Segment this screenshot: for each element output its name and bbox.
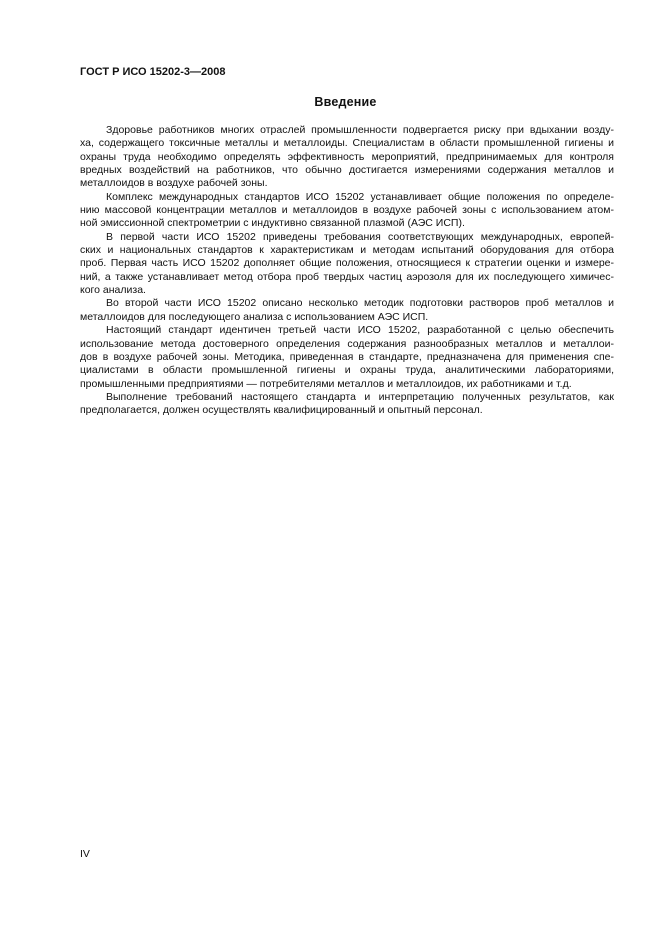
page-number: IV [80, 848, 90, 860]
text-line: использование метода достоверного определения содержания разнообразных металлов и металлои- [80, 337, 614, 350]
document-header: ГОСТ Р ИСО 15202-3—2008 [80, 66, 226, 78]
text-line: циалистами в области промышленной гигиены и охраны труда, аналитическими лабораториями, [80, 364, 614, 377]
paragraph [80, 231, 614, 298]
text-line: вредных воздействий на работников, что обычно достигается измерениями содержания металлов и [80, 164, 614, 177]
text-line: промышленными предприятиями — потребителями металлов и металлоидов, их работниками и т.д. [80, 377, 572, 390]
text-line: нию массовой концентрации металлов и металлоидов в воздухе рабочей зоны с использованием атом- [80, 204, 614, 217]
text-line: ха, содержащего токсичные металлы и металлоиды. Специалистам в области промышленной гигиены и [80, 137, 614, 150]
paragraph [80, 124, 614, 191]
text-line: металлоидов в воздухе рабочей зоны. [80, 177, 268, 190]
text-line: проб. Первая часть ИСО 15202 дополняет общие положения, относящиеся к стратегии оценки и измере- [80, 257, 614, 270]
text-line: предполагается, должен осуществлять квалифицированный и опытный персонал. [80, 404, 483, 417]
text-line: Во второй части ИСО 15202 описано несколько методик подготовки растворов проб металлов и [106, 297, 614, 310]
paragraph [80, 297, 614, 324]
text-line: Настоящий стандарт идентичен третьей части ИСО 15202, разработанной с целью обеспечить [106, 324, 614, 337]
paragraph [80, 391, 614, 418]
paragraph [80, 191, 614, 231]
document-body [80, 124, 614, 418]
text-line: ной эмиссионной спектрометрии с индуктивно связанной плазмой (АЭС ИСП). [80, 217, 465, 230]
section-title: Введение [314, 95, 377, 109]
text-line: охраны труда необходимо определять эффективность мероприятий, предпринимаемых для контроля [80, 150, 614, 163]
paragraph [80, 324, 614, 391]
text-line: ний, а также устанавливает метод отбора проб твердых частиц аэрозоля для их последующего химичес- [80, 270, 614, 283]
text-line: ских и национальных стандартов к характеристикам и методам испытаний оборудования для отбора [80, 244, 614, 257]
text-line: металлоидов для последующего анализа с использованием АЭС ИСП. [80, 310, 429, 323]
text-line: Здоровье работников многих отраслей промышленности подвергается риску при вдыхании возду- [106, 124, 614, 136]
text-line: дов в воздухе рабочей зоны. Методика, приведенная в стандарте, предназначена для применения спе- [80, 350, 614, 363]
text-line: кого анализа. [80, 284, 146, 297]
text-line: В первой части ИСО 15202 приведены требования соответствующих международных, европей- [106, 230, 614, 243]
text-line: Выполнение требований настоящего стандарта и интерпретацию полученных результатов, как [106, 390, 614, 403]
text-line: Комплекс международных стандартов ИСО 15202 устанавливает общие положения по определе- [106, 190, 614, 203]
